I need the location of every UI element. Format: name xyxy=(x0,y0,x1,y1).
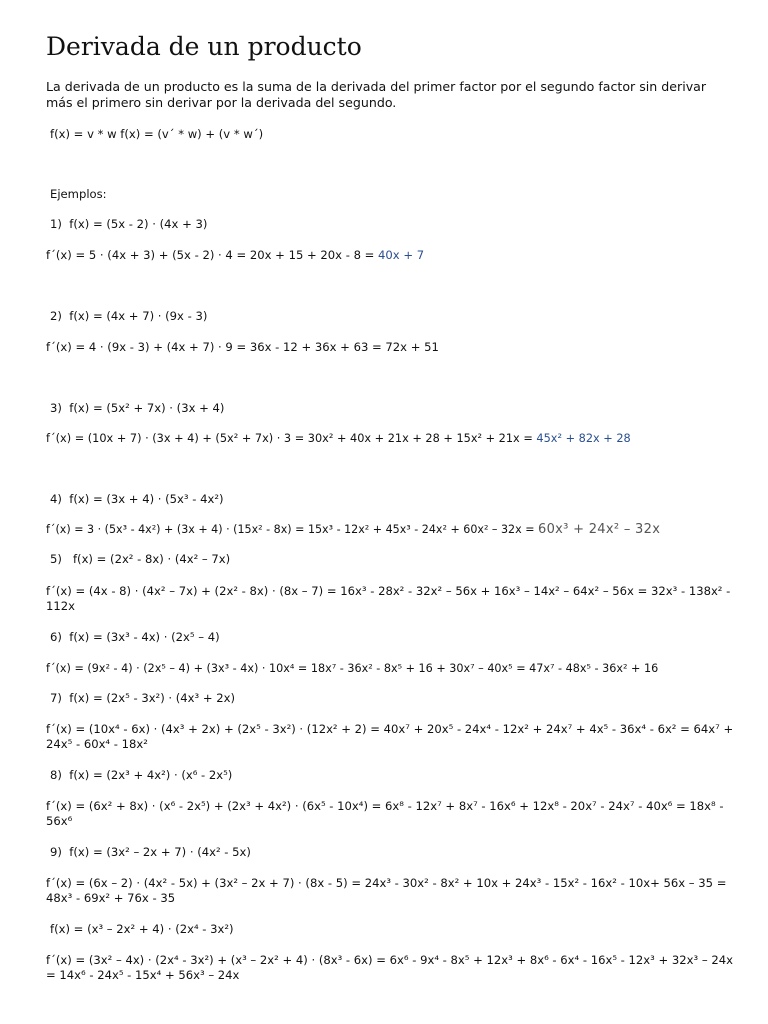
example-5-deriv-text: f´(x) = (4x - 8) · (4x² – 7x) + (2x² - 8x) · (8x – 7) = 16x³ - 28x² - 32x² – 56x + 16x³ – 14x² – 64x² – 56x = 32x³ - 138x² - 112x xyxy=(46,584,731,613)
example-7-number: 7) xyxy=(50,691,62,705)
example-5-derivative xyxy=(46,584,736,614)
example-1-derivative xyxy=(46,248,424,263)
example-1-result: 40x + 7 xyxy=(378,248,425,262)
example-8-function xyxy=(50,768,232,783)
example-9-derivative xyxy=(46,876,736,906)
example-1-number: 1) xyxy=(50,217,62,231)
example-3-result: 45x² + 82x + 28 xyxy=(536,432,631,445)
intro-paragraph: La derivada de un producto es la suma de la derivada del primer factor por el segundo factor sin derivar más el primero sin derivar por la derivada del segundo. xyxy=(46,79,707,110)
example-10-function xyxy=(50,922,234,937)
general-formula: f(x) = v * w f(x) = (v´ * w) + (v * w´) xyxy=(50,127,264,141)
example-4-result: 60x³ + 24x² – 32x xyxy=(538,522,661,537)
example-8-derivative xyxy=(46,799,736,829)
example-2-deriv-text: f´(x) = 4 · (9x - 3) + (4x + 7) · 9 = 36x - 12 + 36x + 63 = 72x + 51 xyxy=(46,340,439,354)
example-3-deriv-text: f´(x) = (10x + 7) · (3x + 4) + (5x² + 7x) · 3 = 30x² + 40x + 21x + 28 + 15x² + 21x = xyxy=(46,432,537,445)
example-7-function xyxy=(50,691,235,706)
examples-label: Ejemplos: xyxy=(50,187,107,201)
example-9-number: 9) xyxy=(50,845,62,859)
example-9-deriv-text: f´(x) = (6x – 2) · (4x² - 5x) + (3x² – 2x + 7) · (8x - 5) = 24x³ - 30x² - 8x² + 10x + 24x³ - 15x² - 16x² - 10x+ 56x – 35 = 48x³ - 69x² + 76x - 35 xyxy=(46,876,727,905)
example-3-function xyxy=(50,401,224,416)
example-6-derivative xyxy=(46,661,658,676)
example-5-func-text: f(x) = (2x² - 8x) · (4x² – 7x) xyxy=(72,552,231,566)
example-1-deriv-text: f´(x) = 5 · (4x + 3) + (5x - 2) · 4 = 20x + 15 + 20x - 8 = xyxy=(46,248,379,262)
example-2-func-text: f(x) = (4x + 7) · (9x - 3) xyxy=(69,309,208,323)
example-6-function xyxy=(50,630,220,645)
example-2-derivative xyxy=(46,340,439,355)
example-6-number: 6) xyxy=(50,630,62,644)
example-1-func-text: f(x) = (5x - 2) · (4x + 3) xyxy=(69,217,208,231)
example-6-deriv-text: f´(x) = (9x² - 4) · (2x⁵ – 4) + (3x³ - 4x) · 10x⁴ = 18x⁷ - 36x² - 8x⁵ + 16 + 30x⁷ – 40x⁵ = 47x⁷ - 48x⁵ - 36x² + 16 xyxy=(46,662,659,675)
example-3-derivative xyxy=(46,431,631,446)
example-3-func-text: f(x) = (5x² + 7x) · (3x + 4) xyxy=(69,401,225,415)
example-4-deriv-text: f´(x) = 3 · (5x³ - 4x²) + (3x + 4) · (15x² - 8x) = 15x³ - 12x² + 45x³ - 24x² + 60x² – 32x = xyxy=(46,523,539,536)
example-2-number: 2) xyxy=(50,309,62,323)
example-2-function xyxy=(50,309,207,324)
example-5-function xyxy=(50,552,230,567)
example-1-function xyxy=(50,217,207,232)
example-8-func-text: f(x) = (2x³ + 4x²) · (x⁶ - 2x⁵) xyxy=(69,768,233,782)
example-4-function xyxy=(50,492,224,507)
example-10-func-text: f(x) = (x³ – 2x² + 4) · (2x⁴ - 3x²) xyxy=(50,922,234,936)
example-7-deriv-text: f´(x) = (10x⁴ - 6x) · (4x³ + 2x) + (2x⁵ - 3x²) · (12x² + 2) = 40x⁷ + 20x⁵ - 24x⁴ - 12x² + 24x⁷ + 4x⁵ - 36x⁴ - 6x² = 64x⁷ + 24x⁵ - 60x⁴ - 18x² xyxy=(46,722,734,751)
page-title: Derivada de un producto xyxy=(46,32,362,61)
example-9-func-text: f(x) = (3x² – 2x + 7) · (4x² - 5x) xyxy=(69,845,251,859)
example-6-func-text: f(x) = (3x³ - 4x) · (2x⁵ – 4) xyxy=(69,630,220,644)
example-8-deriv-text: f´(x) = (6x² + 8x) · (x⁶ - 2x⁵) + (2x³ + 4x²) · (6x⁵ - 10x⁴) = 6x⁸ - 12x⁷ + 8x⁷ - 16x⁶ + 12x⁸ - 20x⁷ - 24x⁷ - 40x⁶ = 18x⁸ - 56x⁶ xyxy=(46,799,724,828)
example-3-number: 3) xyxy=(50,401,62,415)
example-9-function xyxy=(50,845,251,860)
example-4-derivative xyxy=(46,522,660,537)
example-10-deriv-text: f´(x) = (3x² – 4x) · (2x⁴ - 3x²) + (x³ – 2x² + 4) · (8x³ - 6x) = 6x⁶ - 9x⁴ - 8x⁵ + 12x³ + 8x⁶ - 6x⁴ - 16x⁵ - 12x³ + 32x³ – 24x = 14x⁶ - 24x⁵ - 15x⁴ + 56x³ – 24x xyxy=(46,953,733,982)
example-8-number: 8) xyxy=(50,768,62,782)
example-4-func-text: f(x) = (3x + 4) · (5x³ - 4x²) xyxy=(69,492,224,506)
example-10-derivative xyxy=(46,953,736,983)
example-5-number: 5) xyxy=(50,552,62,566)
example-7-derivative xyxy=(46,722,736,752)
example-7-func-text: f(x) = (2x⁵ - 3x²) · (4x³ + 2x) xyxy=(69,691,236,705)
example-4-number: 4) xyxy=(50,492,62,506)
